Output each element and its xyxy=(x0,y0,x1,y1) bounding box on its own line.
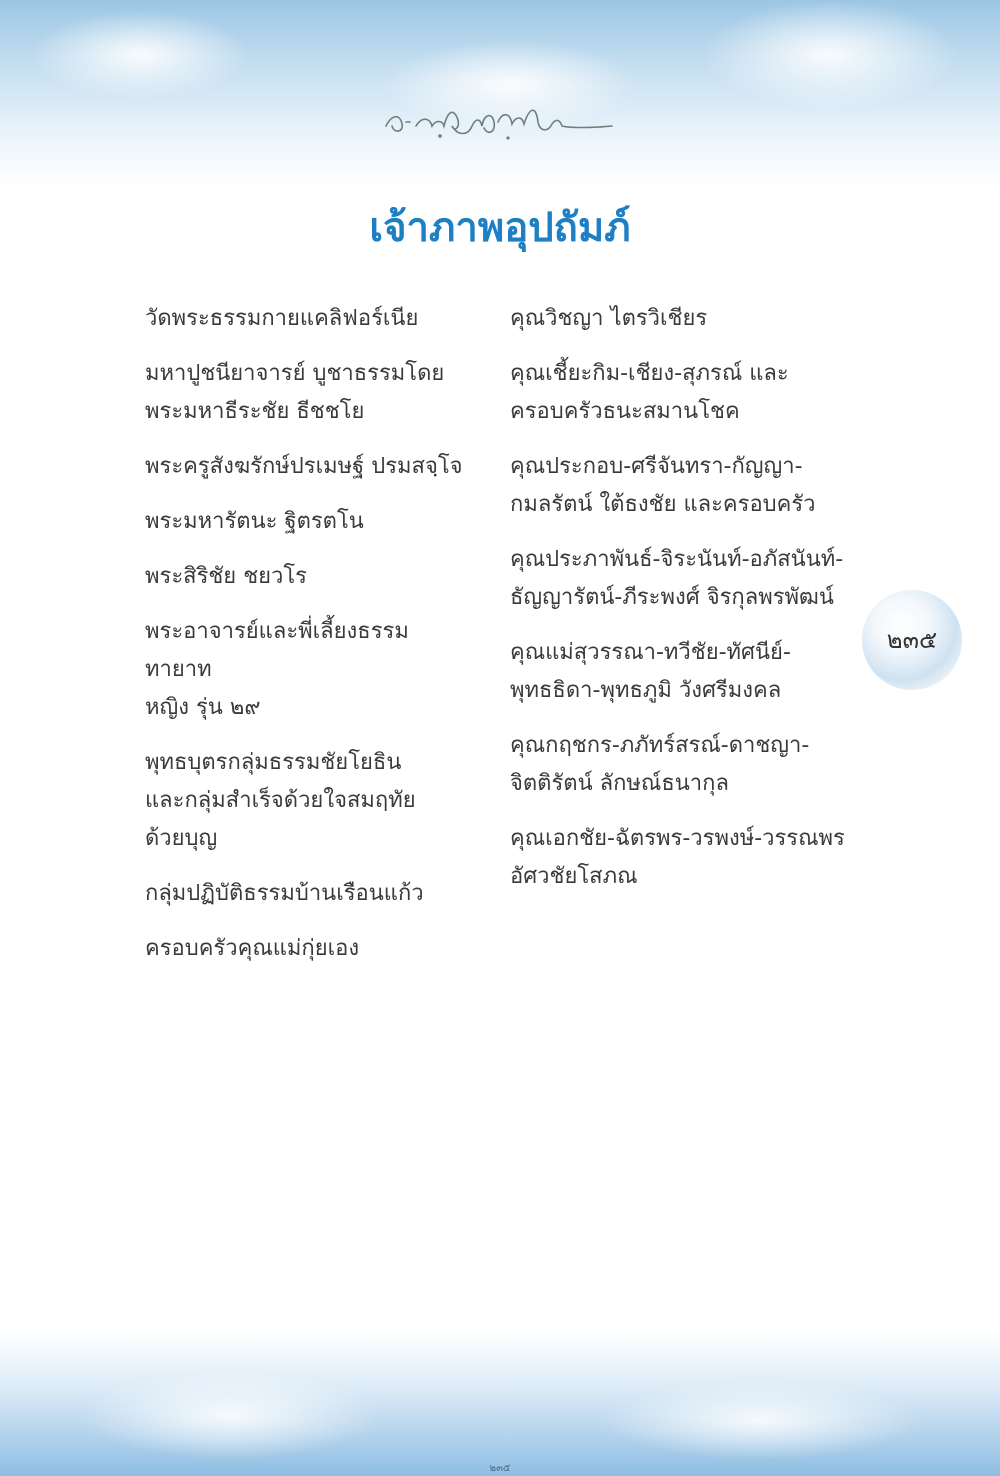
sponsor-entry: ครอบครัวคุณแม่กุ่ยเอง xyxy=(145,936,360,961)
sponsor-entry: คุณเชี้ยะกิม-เชียง-สุภรณ์ และ ครอบครัวธนะสมานโชค xyxy=(510,361,789,424)
page-number: ๒๓๕ xyxy=(886,626,938,654)
sponsor-entry: คุณเอกชัย-ฉัตรพร-วรพงษ์-วรรณพร อัศวชัยโสภณ xyxy=(510,826,845,889)
sponsor-entry: วัดพระธรรมกายแคลิฟอร์เนีย xyxy=(145,306,419,331)
sponsor-entry: กลุ่มปฏิบัติธรรมบ้านเรือนแก้ว xyxy=(145,881,424,906)
sponsor-list-right xyxy=(510,300,845,913)
handwritten-signature xyxy=(380,92,620,148)
sky-footer-background xyxy=(0,1330,1000,1476)
sponsor-entry: มหาปูชนียาจารย์ บูชาธรรมโดย พระมหาธีระชัย ธีชชโย xyxy=(145,361,445,424)
footer-page-number: ๒๓๕ xyxy=(489,1463,511,1474)
page-number-badge xyxy=(862,590,962,690)
sponsor-entry: พระมหารัตนะ ฐิตรตโน xyxy=(145,509,364,534)
sponsor-entry: พุทธบุตรกลุ่มธรรมชัยโยธิน และกลุ่มสำเร็จด้วยใจสมฤทัย ด้วยบุญ xyxy=(145,750,416,851)
sponsor-entry: พระครูสังฆรักษ์ปรเมษฐ์ ปรมสจฺโจ xyxy=(145,454,463,479)
sponsor-entry: พระสิริชัย ชยวโร xyxy=(145,564,308,589)
sponsor-entry: คุณแม่สุวรรณา-ทวีชัย-ทัศนีย์- พุทธธิดา-พุทธภูมิ วังศรีมงคล xyxy=(510,640,791,703)
sponsor-entry: คุณกฤชกร-ภภัทร์สรณ์-ดาชญา- จิตติรัตน์ ลักษณ์ธนากุล xyxy=(510,733,810,796)
sponsor-entry: คุณประภาพันธ์-จิระนันท์-อภัสนันท์- ธัญญารัตน์-ภีระพงศ์ จิรกุลพรพัฒน์ xyxy=(510,547,844,610)
page-title: เจ้าภาพอุปถัมภ์ xyxy=(369,205,631,251)
sponsor-entry: คุณวิชญา ไตรวิเชียร xyxy=(510,306,708,331)
sponsor-entry: คุณประกอบ-ศรีจันทรา-กัญญา- กมลรัตน์ ใต้ธงชัย และครอบครัว xyxy=(510,454,816,517)
sponsor-list-left xyxy=(145,300,475,985)
sponsor-entry: พระอาจารย์และพี่เลี้ยงธรรมทายาท หญิง รุ่น ๒๙ xyxy=(145,619,409,720)
